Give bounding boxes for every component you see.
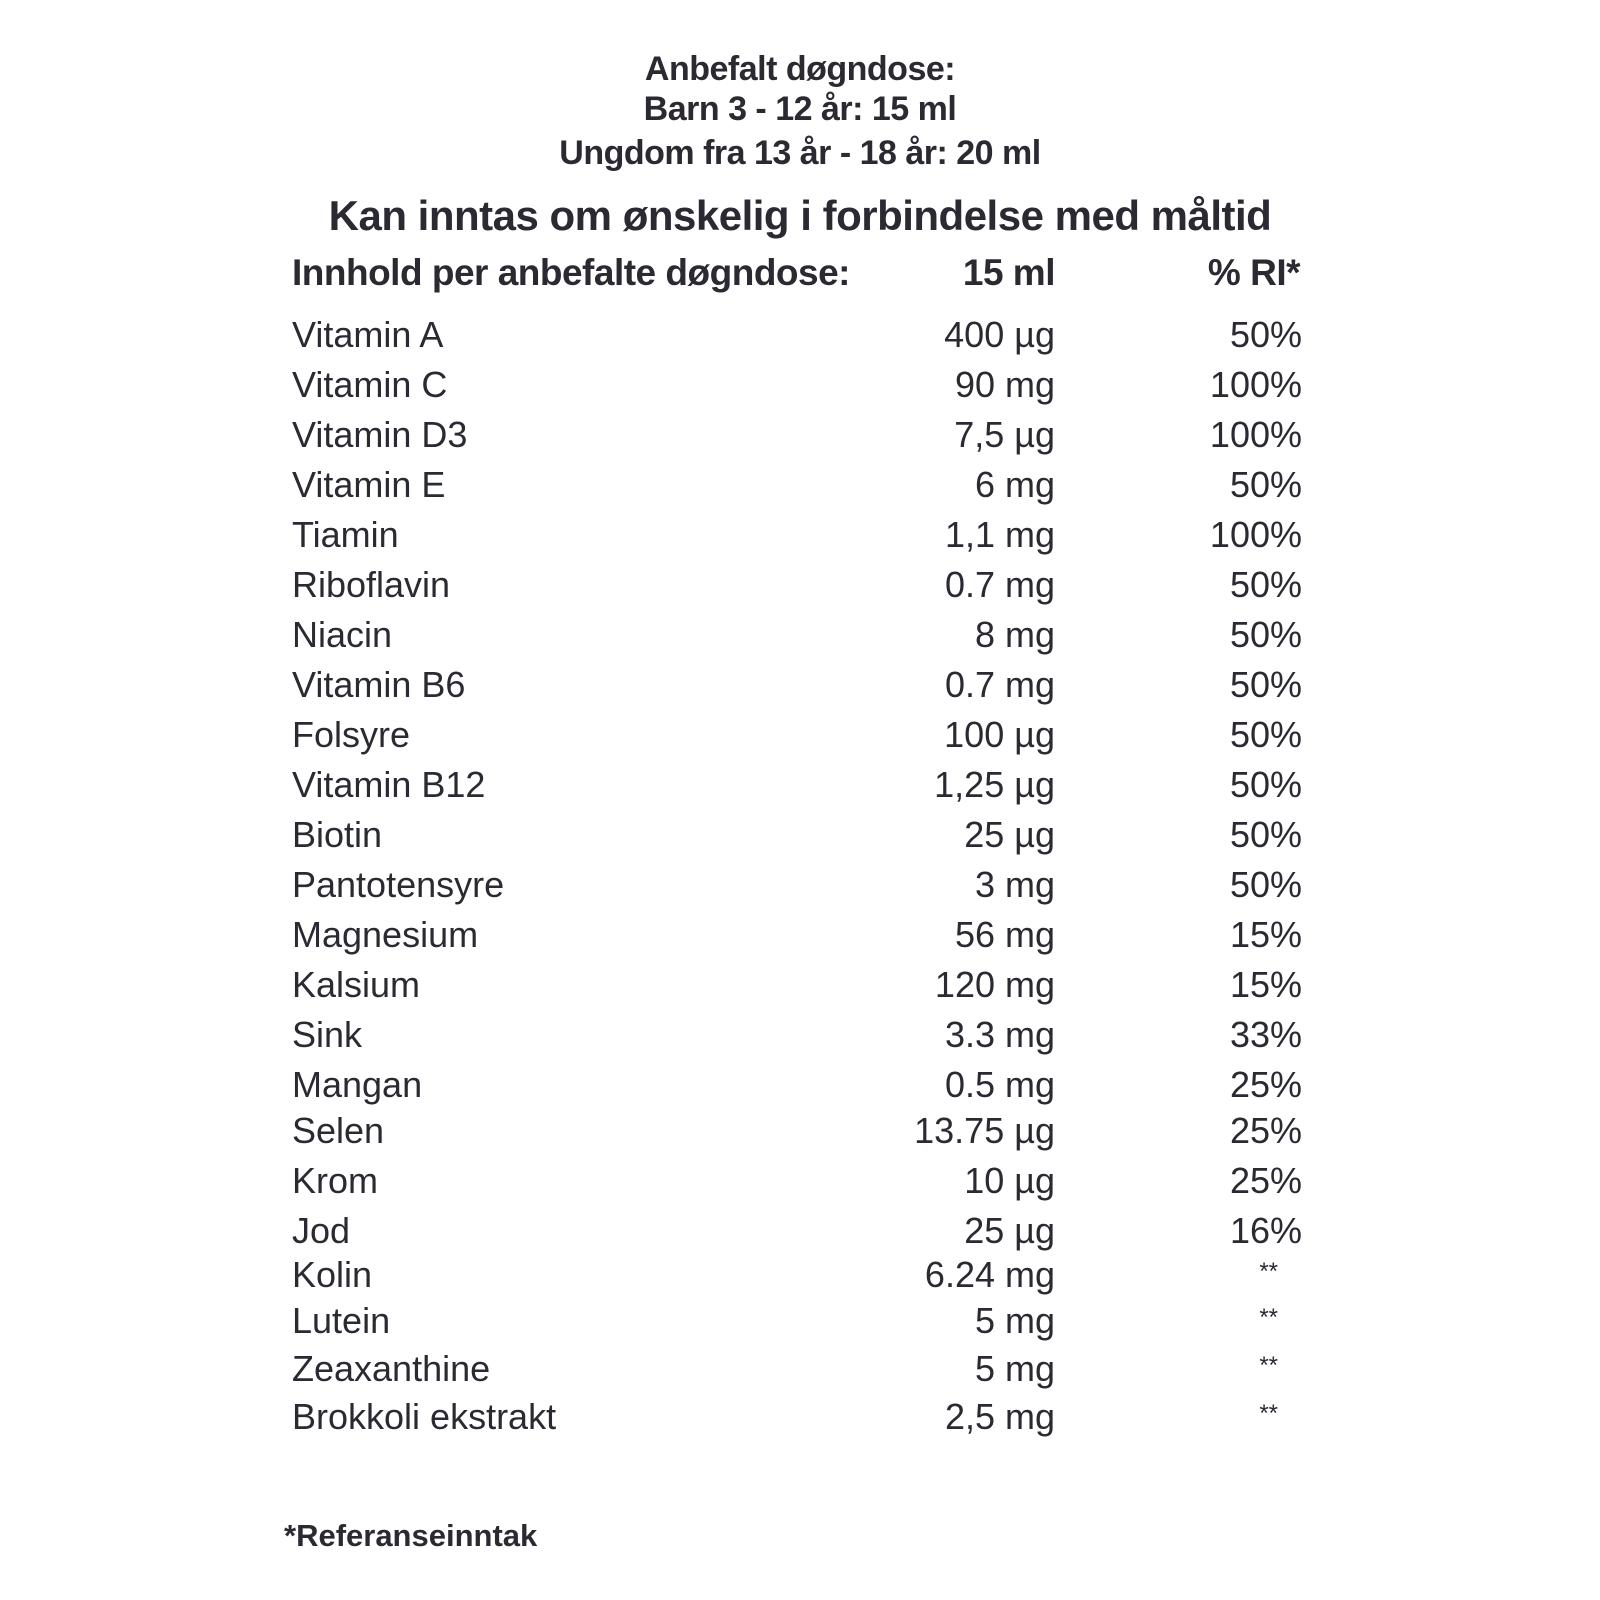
nutrient-name: Riboflavin: [292, 564, 451, 605]
nutrient-ri: 100%: [1209, 364, 1302, 405]
table-row: [0, 1254, 1600, 1298]
nutrient-ri: **: [1259, 1352, 1278, 1379]
dose-heading: Anbefalt døgndose:: [644, 50, 956, 88]
nutrient-amount: 1,1 mg: [944, 514, 1055, 555]
nutrient-amount: 5 mg: [974, 1348, 1055, 1389]
table-row: [0, 764, 1600, 808]
nutrient-amount: 400 µg: [944, 314, 1055, 355]
nutrient-amount: 13.75 µg: [914, 1110, 1055, 1151]
nutrient-name: Vitamin E: [292, 464, 446, 505]
table-row: [0, 464, 1600, 508]
intake-note: Kan inntas om ønskelig i forbindelse med måltid: [328, 192, 1272, 239]
nutrient-ri: 16%: [1229, 1210, 1302, 1251]
nutrient-amount: 6 mg: [974, 464, 1055, 505]
nutrient-name: Vitamin B6: [292, 664, 466, 705]
nutrient-amount: 56 mg: [954, 914, 1055, 955]
nutrient-amount: 7,5 µg: [954, 414, 1055, 455]
header-content: Innhold per anbefalte døgndose:: [292, 252, 850, 293]
nutrient-ri: 50%: [1229, 614, 1302, 655]
nutrient-name: Magnesium: [292, 914, 479, 955]
table-row: [0, 1396, 1600, 1440]
nutrient-name: Mangan: [292, 1064, 423, 1105]
footnote: *Referanseinntak: [284, 1518, 538, 1553]
table-row: [0, 1300, 1600, 1344]
nutrient-ri: 25%: [1229, 1160, 1302, 1201]
nutrient-ri: 15%: [1229, 914, 1302, 955]
nutrient-amount: 120 mg: [934, 964, 1055, 1005]
nutrient-name: Vitamin B12: [292, 764, 486, 805]
table-row: [0, 1064, 1600, 1108]
table-row: [0, 664, 1600, 708]
nutrient-ri: 50%: [1229, 864, 1302, 905]
table-row: [0, 1014, 1600, 1058]
nutrient-ri: 50%: [1229, 464, 1302, 505]
nutrient-ri: 50%: [1229, 814, 1302, 855]
nutrient-name: Kolin: [292, 1254, 373, 1295]
nutrient-amount: 0.7 mg: [944, 664, 1055, 705]
nutrient-name: Niacin: [292, 614, 393, 655]
table-row: [0, 714, 1600, 758]
dose-youth: Ungdom fra 13 år - 18 år: 20 ml: [559, 134, 1041, 172]
header-amount: 15 ml: [962, 252, 1055, 293]
nutrient-ri: 50%: [1229, 564, 1302, 605]
nutrient-amount: 3.3 mg: [944, 1014, 1055, 1055]
table-row: [0, 1348, 1600, 1392]
table-row: [0, 1210, 1600, 1254]
table-row: [0, 414, 1600, 458]
nutrient-name: Kalsium: [292, 964, 421, 1005]
table-row: [0, 1160, 1600, 1204]
table-row: [0, 1110, 1600, 1154]
nutrient-name: Lutein: [292, 1300, 391, 1341]
nutrient-name: Selen: [292, 1110, 385, 1151]
nutrient-ri: 25%: [1229, 1110, 1302, 1151]
nutrient-amount: 10 µg: [964, 1160, 1055, 1201]
nutrient-ri: 25%: [1229, 1064, 1302, 1105]
nutrient-ri: **: [1259, 1258, 1278, 1285]
nutrient-amount: 8 mg: [974, 614, 1055, 655]
nutrient-name: Krom: [292, 1160, 379, 1201]
nutrient-ri: 50%: [1229, 764, 1302, 805]
nutrient-amount: 0.7 mg: [944, 564, 1055, 605]
header-ri: % RI*: [1207, 252, 1300, 293]
nutrient-name: Vitamin D3: [292, 414, 468, 455]
nutrient-name: Vitamin A: [292, 314, 444, 355]
nutrient-ri: 100%: [1209, 414, 1302, 455]
nutrient-name: Biotin: [292, 814, 383, 855]
nutrient-ri: 50%: [1229, 664, 1302, 705]
table-row: [0, 814, 1600, 858]
nutrient-ri: **: [1259, 1400, 1278, 1427]
nutrient-amount: 2,5 mg: [944, 1396, 1055, 1437]
nutrient-amount: 25 µg: [964, 1210, 1055, 1251]
nutrient-name: Zeaxanthine: [292, 1348, 491, 1389]
table-row: [0, 564, 1600, 608]
nutrient-amount: 1,25 µg: [934, 764, 1055, 805]
nutrient-name: Pantotensyre: [292, 864, 505, 905]
nutrient-amount: 0.5 mg: [944, 1064, 1055, 1105]
table-row: [0, 614, 1600, 658]
table-row: [0, 364, 1600, 408]
nutrient-name: Tiamin: [292, 514, 399, 555]
table-row: [0, 864, 1600, 908]
nutrient-amount: 5 mg: [974, 1300, 1055, 1341]
nutrient-name: Vitamin C: [292, 364, 448, 405]
nutrient-amount: 3 mg: [974, 864, 1055, 905]
table-row: [0, 914, 1600, 958]
nutrient-amount: 6.24 mg: [924, 1254, 1055, 1295]
nutrient-name: Jod: [292, 1210, 351, 1251]
nutrient-ri: 33%: [1229, 1014, 1302, 1055]
nutrient-ri: 15%: [1229, 964, 1302, 1005]
nutrient-name: Sink: [292, 1014, 363, 1055]
nutrient-name: Brokkoli ekstrakt: [292, 1396, 557, 1437]
table-row: [0, 314, 1600, 358]
nutrient-amount: 25 µg: [964, 814, 1055, 855]
table-row: [0, 964, 1600, 1008]
nutrient-ri: 50%: [1229, 714, 1302, 755]
nutrient-ri: 100%: [1209, 514, 1302, 555]
table-row: [0, 514, 1600, 558]
nutrient-amount: 100 µg: [944, 714, 1055, 755]
nutrient-ri: 50%: [1229, 314, 1302, 355]
nutrient-name: Folsyre: [292, 714, 411, 755]
nutrient-amount: 90 mg: [954, 364, 1055, 405]
nutrient-ri: **: [1259, 1304, 1278, 1331]
dose-children: Barn 3 - 12 år: 15 ml: [643, 90, 957, 128]
